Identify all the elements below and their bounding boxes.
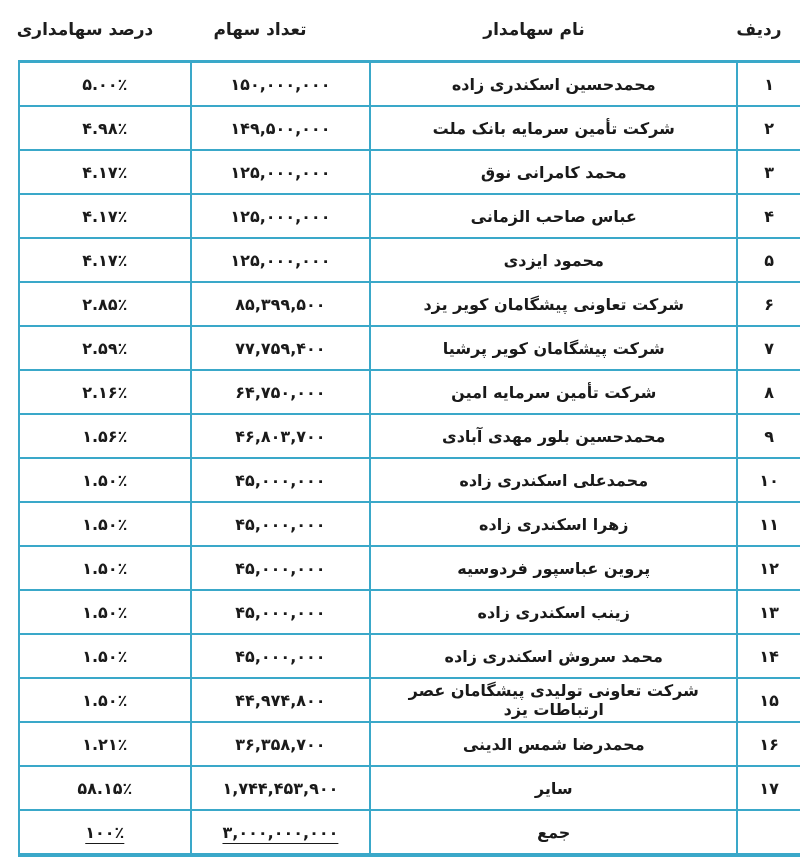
shareholders-table [18,60,800,857]
row-name: شرکت تأمین سرمایه بانک ملت [370,106,737,150]
row-percent: ۱.۵۰٪ [19,634,191,678]
row-count: ۱,۷۴۴,۴۵۳,۹۰۰ [191,766,371,810]
table-row [19,546,800,590]
header-count: تعداد سهام [213,20,307,40]
row-radif: ۱۴ [737,634,800,678]
row-radif: ۲ [737,106,800,150]
row-percent: ۲.۱۶٪ [19,370,191,414]
row-percent: ۱.۵۰٪ [19,678,191,722]
row-radif: ۷ [737,326,800,370]
row-radif: ۱ [737,62,800,107]
row-percent: ۴.۱۷٪ [19,194,191,238]
table-row [19,458,800,502]
row-percent: ۴.۹۸٪ [19,106,191,150]
total-row [19,810,800,855]
table-row [19,106,800,150]
row-name: محمدعلی اسکندری زاده [370,458,737,502]
total-count: ۳,۰۰۰,۰۰۰,۰۰۰ [222,822,339,842]
row-name: محمود ایزدی [370,238,737,282]
table-header [0,0,800,60]
row-percent: ۱.۵۰٪ [19,502,191,546]
header-name: نام سهامدار [483,20,585,40]
row-radif: ۳ [737,150,800,194]
row-radif: ۴ [737,194,800,238]
table-row [19,414,800,458]
row-name: شرکت پیشگامان کویر پرشیا [370,326,737,370]
row-count: ۴۴,۹۷۴,۸۰۰ [191,678,371,722]
row-name: محمدحسین اسکندری زاده [370,62,737,107]
row-radif: ۱۳ [737,590,800,634]
row-count: ۷۷,۷۵۹,۴۰۰ [191,326,371,370]
row-count: ۴۶,۸۰۳,۷۰۰ [191,414,371,458]
row-count: ۱۲۵,۰۰۰,۰۰۰ [191,238,371,282]
row-count: ۸۵,۳۹۹,۵۰۰ [191,282,371,326]
row-percent: ۲.۵۹٪ [19,326,191,370]
header-percent: درصد سهامداری [16,20,154,40]
total-radif-empty [737,810,800,855]
table-body [19,62,800,856]
table-row [19,502,800,546]
row-percent: ۱.۵۰٪ [19,458,191,502]
table-row [19,634,800,678]
row-percent: ۵۸.۱۵٪ [19,766,191,810]
table-row [19,766,800,810]
row-count: ۴۵,۰۰۰,۰۰۰ [191,590,371,634]
total-percent: ۱۰۰٪ [85,822,125,842]
row-count: ۱۴۹,۵۰۰,۰۰۰ [191,106,371,150]
row-count: ۴۵,۰۰۰,۰۰۰ [191,502,371,546]
row-count: ۴۵,۰۰۰,۰۰۰ [191,458,371,502]
table-row [19,590,800,634]
table-row [19,282,800,326]
table-row [19,194,800,238]
row-name: پروین عباسپور فردوسیه [370,546,737,590]
row-radif: ۹ [737,414,800,458]
row-radif: ۱۶ [737,722,800,766]
total-percent-cell [19,810,191,855]
row-count: ۴۵,۰۰۰,۰۰۰ [191,546,371,590]
row-percent: ۱.۵۶٪ [19,414,191,458]
row-radif: ۱۷ [737,766,800,810]
table-row [19,678,800,722]
table-row [19,370,800,414]
row-name: محمد سروش اسکندری زاده [370,634,737,678]
row-name: محمدرضا شمس الدینی [370,722,737,766]
header-radif: ردیف [736,20,782,40]
row-percent: ۱.۵۰٪ [19,546,191,590]
row-radif: ۶ [737,282,800,326]
row-name: زهرا اسکندری زاده [370,502,737,546]
row-count: ۳۶,۳۵۸,۷۰۰ [191,722,371,766]
row-count: ۴۵,۰۰۰,۰۰۰ [191,634,371,678]
row-radif: ۸ [737,370,800,414]
row-radif: ۵ [737,238,800,282]
row-count: ۱۲۵,۰۰۰,۰۰۰ [191,150,371,194]
table-row [19,722,800,766]
row-percent: ۴.۱۷٪ [19,238,191,282]
row-count: ۱۲۵,۰۰۰,۰۰۰ [191,194,371,238]
row-percent: ۵.۰۰٪ [19,62,191,107]
row-radif: ۱۲ [737,546,800,590]
table-row [19,150,800,194]
row-percent: ۴.۱۷٪ [19,150,191,194]
table-row [19,62,800,107]
row-percent: ۱.۲۱٪ [19,722,191,766]
total-label: جمع [370,810,737,855]
row-name: شرکت تأمین سرمایه امین [370,370,737,414]
row-percent: ۲.۸۵٪ [19,282,191,326]
row-radif: ۱۱ [737,502,800,546]
row-name: شرکت تعاونی تولیدی پیشگامان عصر ارتباطات یزد [370,678,737,722]
row-percent: ۱.۵۰٪ [19,590,191,634]
row-name: شرکت تعاونی پیشگامان کویر یزد [370,282,737,326]
row-name: محمدحسین بلور مهدی آبادی [370,414,737,458]
table-row [19,238,800,282]
table-row [19,326,800,370]
row-name: زینب اسکندری زاده [370,590,737,634]
total-count-cell [191,810,371,855]
row-name: عباس صاحب الزمانی [370,194,737,238]
row-count: ۱۵۰,۰۰۰,۰۰۰ [191,62,371,107]
row-name: سایر [370,766,737,810]
row-radif: ۱۰ [737,458,800,502]
row-name: محمد کامرانی نوق [370,150,737,194]
row-count: ۶۴,۷۵۰,۰۰۰ [191,370,371,414]
row-radif: ۱۵ [737,678,800,722]
